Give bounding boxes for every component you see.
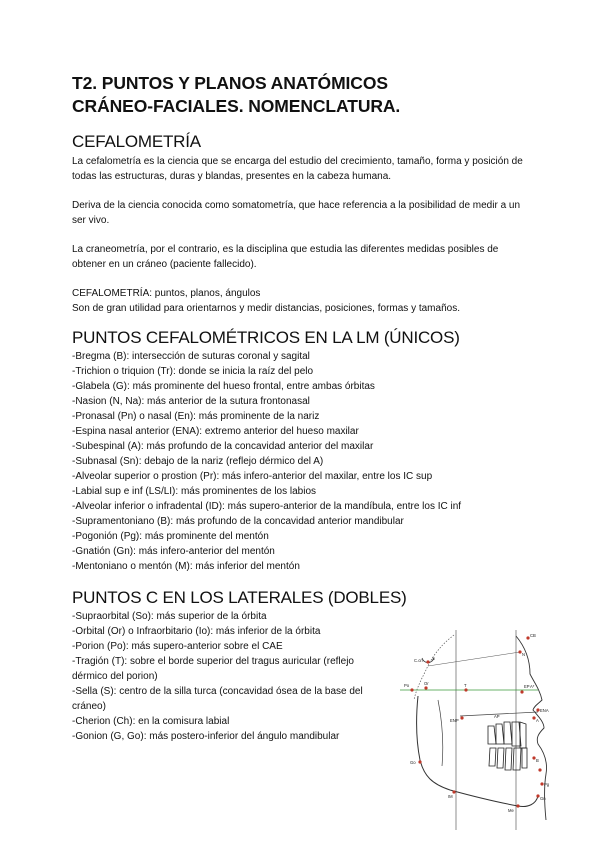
list-item: -Tragión (T): sobre el borde superior del tragus auricular (reflejo dérmico del porion): [72, 656, 354, 682]
diagram-label: Pg: [544, 782, 550, 787]
diagram-label: Gn: [540, 796, 546, 801]
list-item: -Trichion o triquion (Tr): donde se inicia la raíz del pelo: [72, 366, 314, 377]
teeth-group: [488, 722, 527, 770]
list-item: -Bregma (B): intersección de suturas coronal y sagital: [72, 351, 310, 362]
diagram-label: C.cn: [414, 658, 423, 663]
list-item: -Alveolar inferior o infradental (ID): más supero-anterior de la mandíbula, entre los IC inf: [72, 501, 462, 512]
list-item: -Glabela (G): más prominente del hueso frontal, entre ambas órbitas: [72, 381, 375, 392]
paragraph-3: La craneometría, por el contrario, es la disciplina que estudia las diferentes medidas posibles de obtener en un cráneo (paciente fallecido).: [72, 244, 499, 270]
diagram-label: ENA: [540, 708, 549, 713]
list-item: -Pronasal (Pn) o nasal (En): más prominente de la nariz: [72, 411, 320, 422]
list-item: -Sella (S): centro de la silla turca (concavidad ósea de la base del cráneo): [72, 686, 363, 712]
list-item: -Espina nasal anterior (ENA): extremo anterior del hueso maxilar: [72, 426, 359, 437]
list-item: -Mentoniano o mentón (M): más inferior del mentón: [72, 561, 300, 572]
diagram-label: A*: [530, 684, 535, 689]
mandible-outline: [417, 696, 538, 807]
section-heading-laterales: PUNTOS C EN LOS LATERALES (DOBLES): [72, 588, 407, 607]
diagram-label: Po: [404, 683, 410, 688]
paragraph-4-line-2: Son de gran utilidad para orientarnos y medir distancias, posiciones, formas y tamaños.: [72, 303, 460, 314]
list-item: -Supraorbital (So): más superior de la órbita: [72, 611, 267, 622]
list-item: -Cherion (Ch): en la comisura labial: [72, 716, 230, 727]
diagram-label: EP: [524, 684, 530, 689]
list-item: -Subespinal (A): más profundo de la concavidad anterior del maxilar: [72, 441, 374, 452]
diagram-label: T: [464, 683, 467, 688]
list-item: -Orbital (Or) o Infraorbitario (Io): más inferior de la órbita: [72, 626, 321, 637]
title-line-1: T2. PUNTOS Y PLANOS ANATÓMICOS: [72, 73, 388, 93]
list-item: -Gnatión (Gn): más infero-anterior del mentón: [72, 546, 275, 557]
diagram-label: CB: [530, 633, 536, 638]
face-profile-outline: [516, 636, 547, 820]
diagram-label: ENP: [450, 718, 459, 723]
diagram-label: N: [522, 652, 526, 657]
sella-nasion-line: [428, 652, 520, 666]
section-heading-cefalometria: CEFALOMETRÍA: [72, 132, 201, 151]
cephalometric-skull-diagram: [398, 630, 558, 835]
lateral-points-list: [72, 609, 382, 744]
list-item: -Alveolar superior o prostion (Pr): más infero-anterior del maxilar, entre los IC sup: [72, 471, 433, 482]
paragraph-2: Deriva de la ciencia conocida como somatometría, que hace referencia a la posibilidad de medir a un ser vivo.: [72, 200, 521, 226]
diagram-label: S: [432, 656, 435, 661]
list-item: -Subnasal (Sn): debajo de la nariz (reflejo dérmico del A): [72, 456, 324, 467]
lm-points-list: [72, 349, 532, 574]
section-heading-lm: PUNTOS CEFALOMÉTRICOS EN LA LM (ÚNICOS): [72, 328, 460, 347]
diagram-label: IM: [448, 794, 453, 799]
diagram-label: Go: [410, 760, 416, 765]
diagram-label: Me: [508, 808, 514, 813]
list-item: -Labial sup e inf (LS/LI): más prominentes de los labios: [72, 486, 317, 497]
paragraph-1: La cefalometría es la ciencia que se encarga del estudio del crecimiento, tamaño, forma y posición de todas las estructuras, duras y blandas, presentes en la cabeza humana.: [72, 156, 523, 182]
diagram-label: B: [536, 758, 539, 763]
list-item: -Pogonión (Pg): más prominente del mentón: [72, 531, 269, 542]
list-item: -Porion (Po): más supero-anterior sobre el CAE: [72, 641, 283, 652]
paragraph-4-line-1: CEFALOMETRÍA: puntos, planos, ángulos: [72, 288, 261, 299]
list-item: -Gonion (G, Go): más postero-inferior del ángulo mandibular: [72, 731, 340, 742]
list-item: -Nasion (N, Na): más anterior de la sutura frontonasal: [72, 396, 310, 407]
diagram-label: A: [536, 718, 539, 723]
title-line-2: CRÁNEO-FACIALES. NOMENCLATURA.: [72, 96, 401, 116]
diagram-label: AP: [494, 714, 500, 719]
list-item: -Supramentoniano (B): más profundo de la concavidad anterior mandibular: [72, 516, 404, 527]
ramus-outline: [438, 700, 443, 766]
diagram-label: Or: [424, 681, 429, 686]
